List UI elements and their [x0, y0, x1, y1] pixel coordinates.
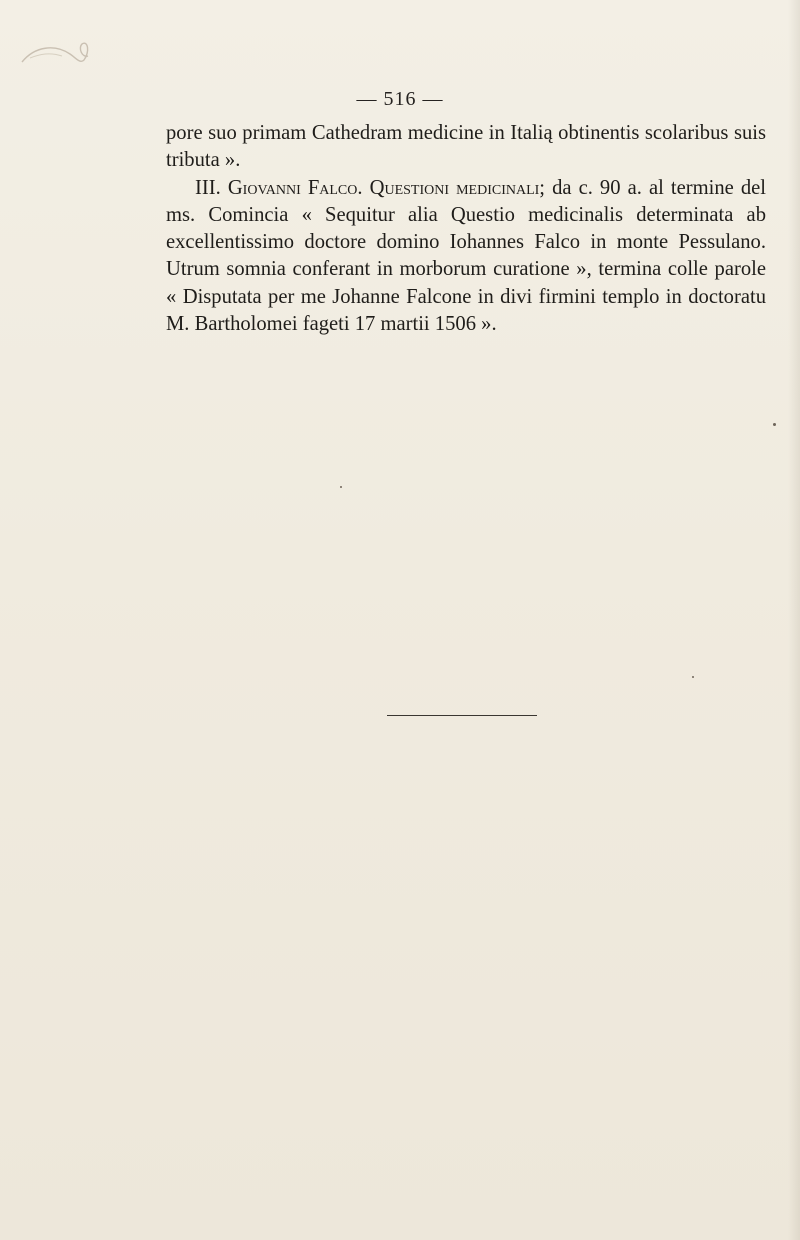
entry-description: ; da c. 90 a. al termine del ms. Comincia « Sequitur alia Questio medicinalis determinata ab excellentissimo doctore domino Iohannes Falco in monte Pessulano. Utrum somnia conferant in morborum curatione », termina colle parole « Disputata per me Johanne Falcone in divi firmini templo in doctoratu M. Bartholomei fageti 17 martii 1506 ». — [166, 176, 766, 336]
entry-author: Giovanni Falco. — [227, 176, 363, 199]
paper-speck — [773, 423, 776, 426]
paragraph-entry-iii — [166, 175, 766, 339]
section-divider — [387, 715, 537, 716]
paper-speck — [692, 676, 694, 678]
entry-number: III. — [195, 176, 221, 199]
page-number: — 516 — — [356, 88, 444, 110]
body-text — [166, 120, 766, 338]
paper-speck — [340, 486, 342, 488]
entry-title: Questioni medicinali — [369, 176, 540, 199]
page-edge-shadow — [788, 0, 800, 1240]
paragraph-continuation: pore suo primam Cathedram medicine in Italią obtinentis scolaribus suis tributa ». — [166, 122, 766, 172]
